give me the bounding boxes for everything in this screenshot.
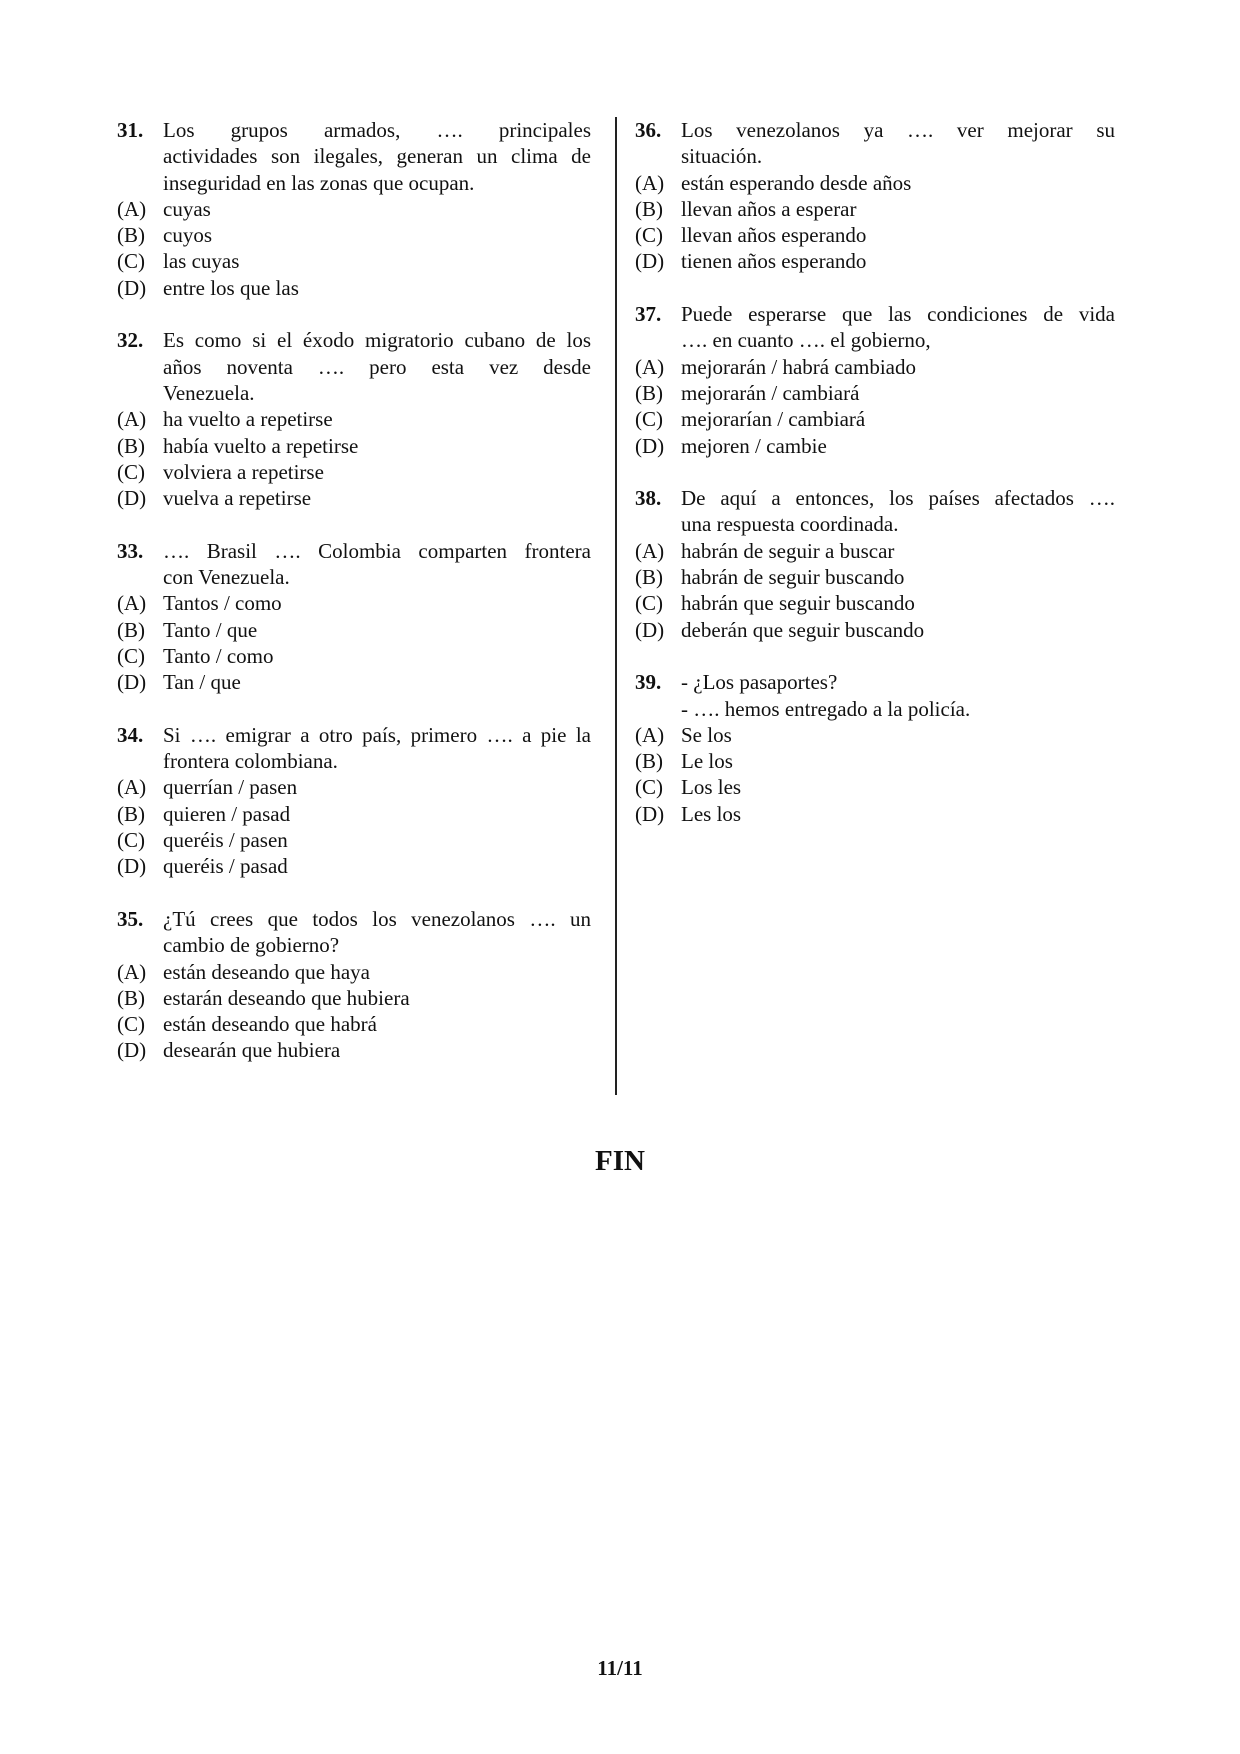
question-stem — [163, 117, 591, 196]
question-stem — [163, 538, 591, 591]
question-stem — [163, 906, 591, 959]
option-c: (C) Tanto / como — [117, 643, 274, 668]
option-b: (B) Tanto / que — [117, 617, 258, 642]
option-c: (C) están deseando que habrá — [117, 1012, 377, 1037]
option-b: (B) estarán deseando que hubiera — [117, 985, 410, 1010]
right-column — [635, 117, 1115, 853]
question-33 — [117, 538, 591, 696]
question-number: 37. — [635, 302, 662, 327]
question-number: 32. — [117, 328, 144, 353]
option-d: (D) Tan / que — [117, 670, 241, 695]
option-a: (A) están esperando desde años — [635, 170, 912, 195]
question-39 — [635, 669, 1115, 827]
stem-line: Si …. emigrar a otro país, primero …. a pie la — [163, 722, 591, 747]
question-number: 34. — [117, 722, 144, 747]
question-stem — [681, 301, 1115, 354]
question-number: 36. — [635, 118, 662, 142]
stem-line: Es como si el éxodo migratorio cubano de los — [163, 328, 591, 353]
option-a: (A) están deseando que haya — [117, 959, 370, 984]
column-divider — [615, 117, 617, 1095]
stem-line: …. en cuanto …. el gobierno, — [681, 328, 931, 353]
stem-line: años noventa …. pero esta vez desde — [163, 354, 591, 379]
option-a: (A) ha vuelto a repetirse — [117, 407, 333, 432]
option-a: (A) cuyas — [117, 196, 211, 221]
stem-line: …. Brasil …. Colombia comparten frontera — [163, 538, 591, 563]
option-a: (A) querrían / pasen — [117, 775, 298, 800]
question-number: 39. — [635, 670, 662, 695]
stem-line: cambio de gobierno? — [163, 933, 340, 958]
option-c: (C) Los les — [635, 775, 742, 800]
option-b: (B) cuyos — [117, 223, 212, 248]
question-35 — [117, 906, 591, 1064]
option-c: (C) habrán que seguir buscando — [635, 591, 915, 616]
question-38 — [635, 485, 1115, 643]
stem-line: Los venezolanos ya …. ver mejorar su — [681, 118, 1115, 142]
option-d: (D) Les los — [635, 801, 742, 826]
option-b: (B) habrán de seguir buscando — [635, 565, 905, 590]
option-c: (C) las cuyas — [117, 249, 240, 274]
question-stem — [163, 327, 591, 406]
left-column — [117, 117, 591, 1090]
option-a: (A) mejorarán / habrá cambiado — [635, 354, 916, 379]
question-stem — [681, 117, 1115, 170]
option-c: (C) volviera a repetirse — [117, 459, 324, 484]
option-d: (D) tienen años esperando — [635, 249, 867, 274]
option-d: (D) desearán que hubiera — [117, 1038, 341, 1063]
stem-line: Venezuela. — [163, 380, 255, 405]
option-b: (B) quieren / pasad — [117, 801, 291, 826]
stem-line: situación. — [681, 144, 763, 169]
question-stem — [163, 722, 591, 775]
option-c: (C) mejorarían / cambiará — [635, 407, 866, 432]
stem-line: Puede esperarse que las condiciones de vida — [681, 302, 1115, 327]
question-number: 38. — [635, 486, 662, 511]
question-number: 35. — [117, 906, 144, 931]
option-d: (D) queréis / pasad — [117, 854, 288, 879]
question-number: 31. — [117, 118, 144, 142]
option-b: (B) había vuelto a repetirse — [117, 433, 359, 458]
question-31 — [117, 117, 591, 301]
option-c: (C) llevan años esperando — [635, 223, 867, 248]
option-d: (D) vuelva a repetirse — [117, 486, 312, 511]
stem-line: con Venezuela. — [163, 565, 290, 590]
stem-line: De aquí a entonces, los países afectados …. — [681, 486, 1115, 511]
option-d: (D) deberán que seguir buscando — [635, 617, 925, 642]
question-34 — [117, 722, 591, 880]
option-b: (B) mejorarán / cambiará — [635, 380, 860, 405]
stem-line: ¿Tú crees que todos los venezolanos …. un — [163, 906, 591, 931]
option-a: (A) Tantos / como — [117, 591, 282, 616]
question-stem — [681, 669, 1115, 722]
end-marker: FIN — [595, 1145, 645, 1177]
stem-line: actividades son ilegales, generan un clima de — [163, 144, 591, 169]
page-number: 11/11 — [597, 1656, 643, 1680]
stem-line: - ¿Los pasaportes? — [681, 670, 838, 695]
option-a: (A) habrán de seguir a buscar — [635, 538, 895, 563]
option-b: (B) llevan años a esperar — [635, 196, 857, 221]
question-32 — [117, 327, 591, 511]
stem-line: frontera colombiana. — [163, 749, 338, 774]
stem-line: una respuesta coordinada. — [681, 512, 899, 537]
question-stem — [681, 485, 1115, 538]
question-37 — [635, 301, 1115, 459]
question-36 — [635, 117, 1115, 275]
option-d: (D) mejoren / cambie — [635, 433, 827, 458]
stem-line: - …. hemos entregado a la policía. — [681, 696, 971, 721]
option-c: (C) queréis / pasen — [117, 828, 288, 853]
option-b: (B) Le los — [635, 749, 733, 774]
option-d: (D) entre los que las — [117, 275, 299, 300]
stem-line: Los grupos armados, …. principales — [163, 118, 591, 142]
stem-line: inseguridad en las zonas que ocupan. — [163, 170, 475, 195]
option-a: (A) Se los — [635, 722, 732, 747]
question-number: 33. — [117, 538, 144, 563]
